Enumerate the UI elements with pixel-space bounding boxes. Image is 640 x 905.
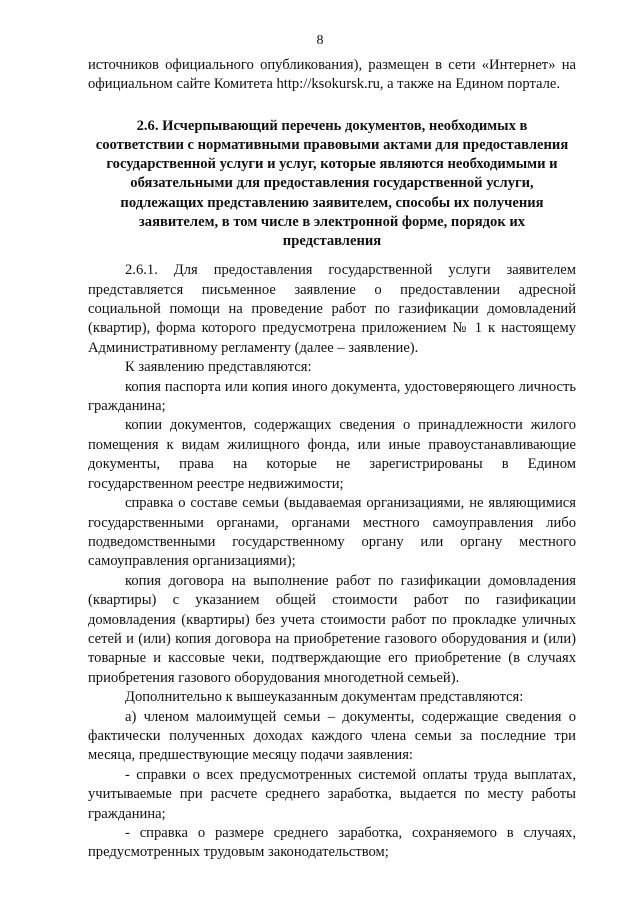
paragraph-low-income-family: а) членом малоимущей семьи – документы, содержащие сведения о фактически полученных доходах каждого члена семьи за последние три месяца, предшествующие месяцу подачи заявления:: [88, 708, 576, 764]
paragraph-additional-documents: Дополнительно к вышеуказанным документам представляются:: [125, 689, 524, 706]
paragraph-average-salary: - справка о размере среднего заработка, сохраняемого в случаях, предусмотренных трудовым законодательством;: [88, 825, 576, 861]
page-number: 8: [316, 33, 324, 48]
paragraph-gasification-contract: копия договора на выполнение работ по газификации домовладения (квартиры) с указанием общей стоимости работ по газификации домовладения (квартиры) без учета стоимости работ по прокладке уличных сетей и (или) копия договора на приобретение газового оборудования и (или) товарные и кассовые чеки, подтверждающие его приобретение (в случаях приобретения газового оборудования многодетной семьей).: [88, 572, 576, 686]
intro-paragraph: источников официального опубликования), размещен в сети «Интернет» на официальном сайте Комитета http://ksokursk.ru, а также на Едином портале.: [88, 57, 576, 93]
paragraph-2-6-1: 2.6.1. Для предоставления государственной услуги заявителем представляется письменное заявление о предоставлении адресной социальной помощи на проведение работ по газификации домовладений (квартир), форма которого предусмотрена приложением № 1 к настоящему Административному регламенту (далее – заявление).: [88, 262, 576, 356]
section-heading: 2.6. Исчерпывающий перечень документов, необходимых в соответствии с нормативными правовыми актами для предоставления государственной услуги и услуг, которые являются необходимыми и обязательными для предоставления государственной услуги, подлежащих представлению заявителем, способы их получения заявителем, в том числе в электронной форме, порядок их представления: [95, 117, 569, 250]
paragraph-housing-documents: копии документов, содержащих сведения о принадлежности жилого помещения к видам жилищного фонда, или иные правоустанавливающие документы, права на которые не зарегистрированы в Едином государственном реестре недвижимости;: [88, 417, 576, 492]
paragraph-attachments-intro: К заявлению представляются:: [125, 359, 312, 376]
paragraph-passport-copy: копия паспорта или копия иного документа, удостоверяющего личность гражданина;: [88, 378, 576, 415]
document-body: [88, 56, 576, 863]
paragraph-family-certificate: справка о составе семьи (выдаваемая организациями, не являющимися государственными органами, органами местного самоуправления либо подведомственными государственному органу или органу местного самоуправления организациями);: [88, 495, 576, 570]
paragraph-salary-certificates: - справки о всех предусмотренных системой оплаты труда выплатах, учитываемые при расчете среднего заработка, выдается по месту работы гражданина;: [88, 766, 576, 822]
